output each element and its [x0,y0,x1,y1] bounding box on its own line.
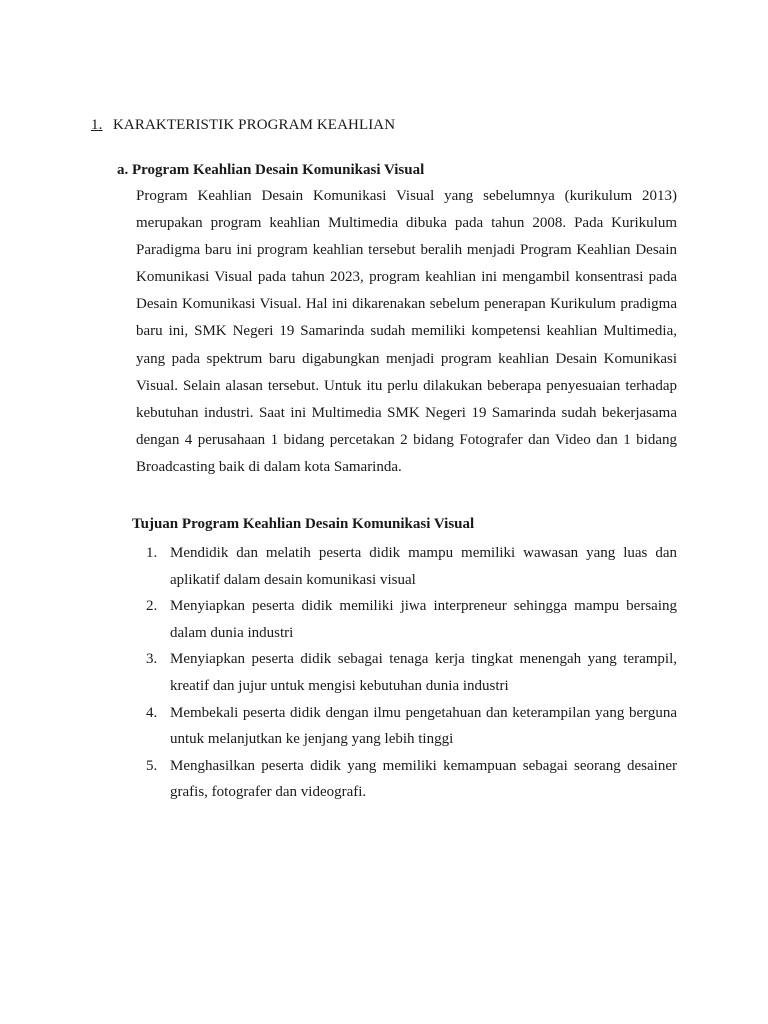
goal-item [136,700,677,753]
section-title: KARAKTERISTIK PROGRAM KEAHLIAN [113,117,396,133]
goal-number: 2. [146,598,158,615]
subsection-title: a. Program Keahlian Desain Komunikasi Visual [117,162,425,178]
goal-text: Menyiapkan peserta didik sebagai tenaga kerja tingkat menengah yang terampil, kreatif dan jujur untuk mengisi kebutuhan dunia industri [170,651,677,694]
goal-number: 4. [146,704,158,721]
goal-number: 1. [146,545,158,561]
goal-text: Menghasilkan peserta didik yang memiliki kemampuan sebagai seorang desainer grafis, fotografer dan videografi. [170,757,677,801]
goal-number: 5. [146,757,158,774]
goal-item [136,593,677,646]
goals-list [136,540,677,806]
goal-text: Mendidik dan melatih peserta didik mampu memiliki wawasan yang luas dan aplikatif dalam desain komunikasi visual [170,545,677,588]
goal-text: Membekali peserta didik dengan ilmu pengetahuan dan keterampilan yang berguna untuk melanjutkan ke jenjang yang lebih tinggi [170,704,677,748]
goal-item [136,646,677,699]
goals-title: Tujuan Program Keahlian Desain Komunikasi Visual [132,516,475,532]
subsection-paragraph: Program Keahlian Desain Komunikasi Visual yang sebelumnya (kurikulum 2013) merupakan program keahlian Multimedia dibuka pada tahun 2008. Pada Kurikulum Paradigma baru ini program keahlian tersebut beralih menjadi Program Keahlian Desain Komunikasi Visual pada tahun 2023, program keahlian ini mengambil konsentrasi pada Desain Komunikasi Visual. Hal ini dikarenakan sebelum penerapan Kurikulum pradigma baru ini, SMK Negeri 19 Samarinda sudah memiliki kompetensi keahlian Multimedia, yang pada spektrum baru digabungkan menjadi program keahlian Desain Komunikasi Visual. Selain alasan tersebut. Untuk itu perlu dilakukan beberapa penyesuaian terhadap kebutuhan industri. Saat ini Multimedia SMK Negeri 19 Samarinda sudah bekerjasama dengan 4 perusahaan 1 bidang percetakan 2 bidang Fotografer dan Video dan 1 bidang Broadcasting baik di dalam kota Samarinda. [136,188,677,475]
goal-item [136,753,677,806]
goal-text: Menyiapkan peserta didik memiliki jiwa interpreneur sehingga mampu bersaing dalam dunia industri [170,598,677,641]
goal-number: 3. [146,651,158,668]
section-number: 1. [91,117,103,133]
section-heading [91,117,395,134]
goal-item [136,540,677,593]
